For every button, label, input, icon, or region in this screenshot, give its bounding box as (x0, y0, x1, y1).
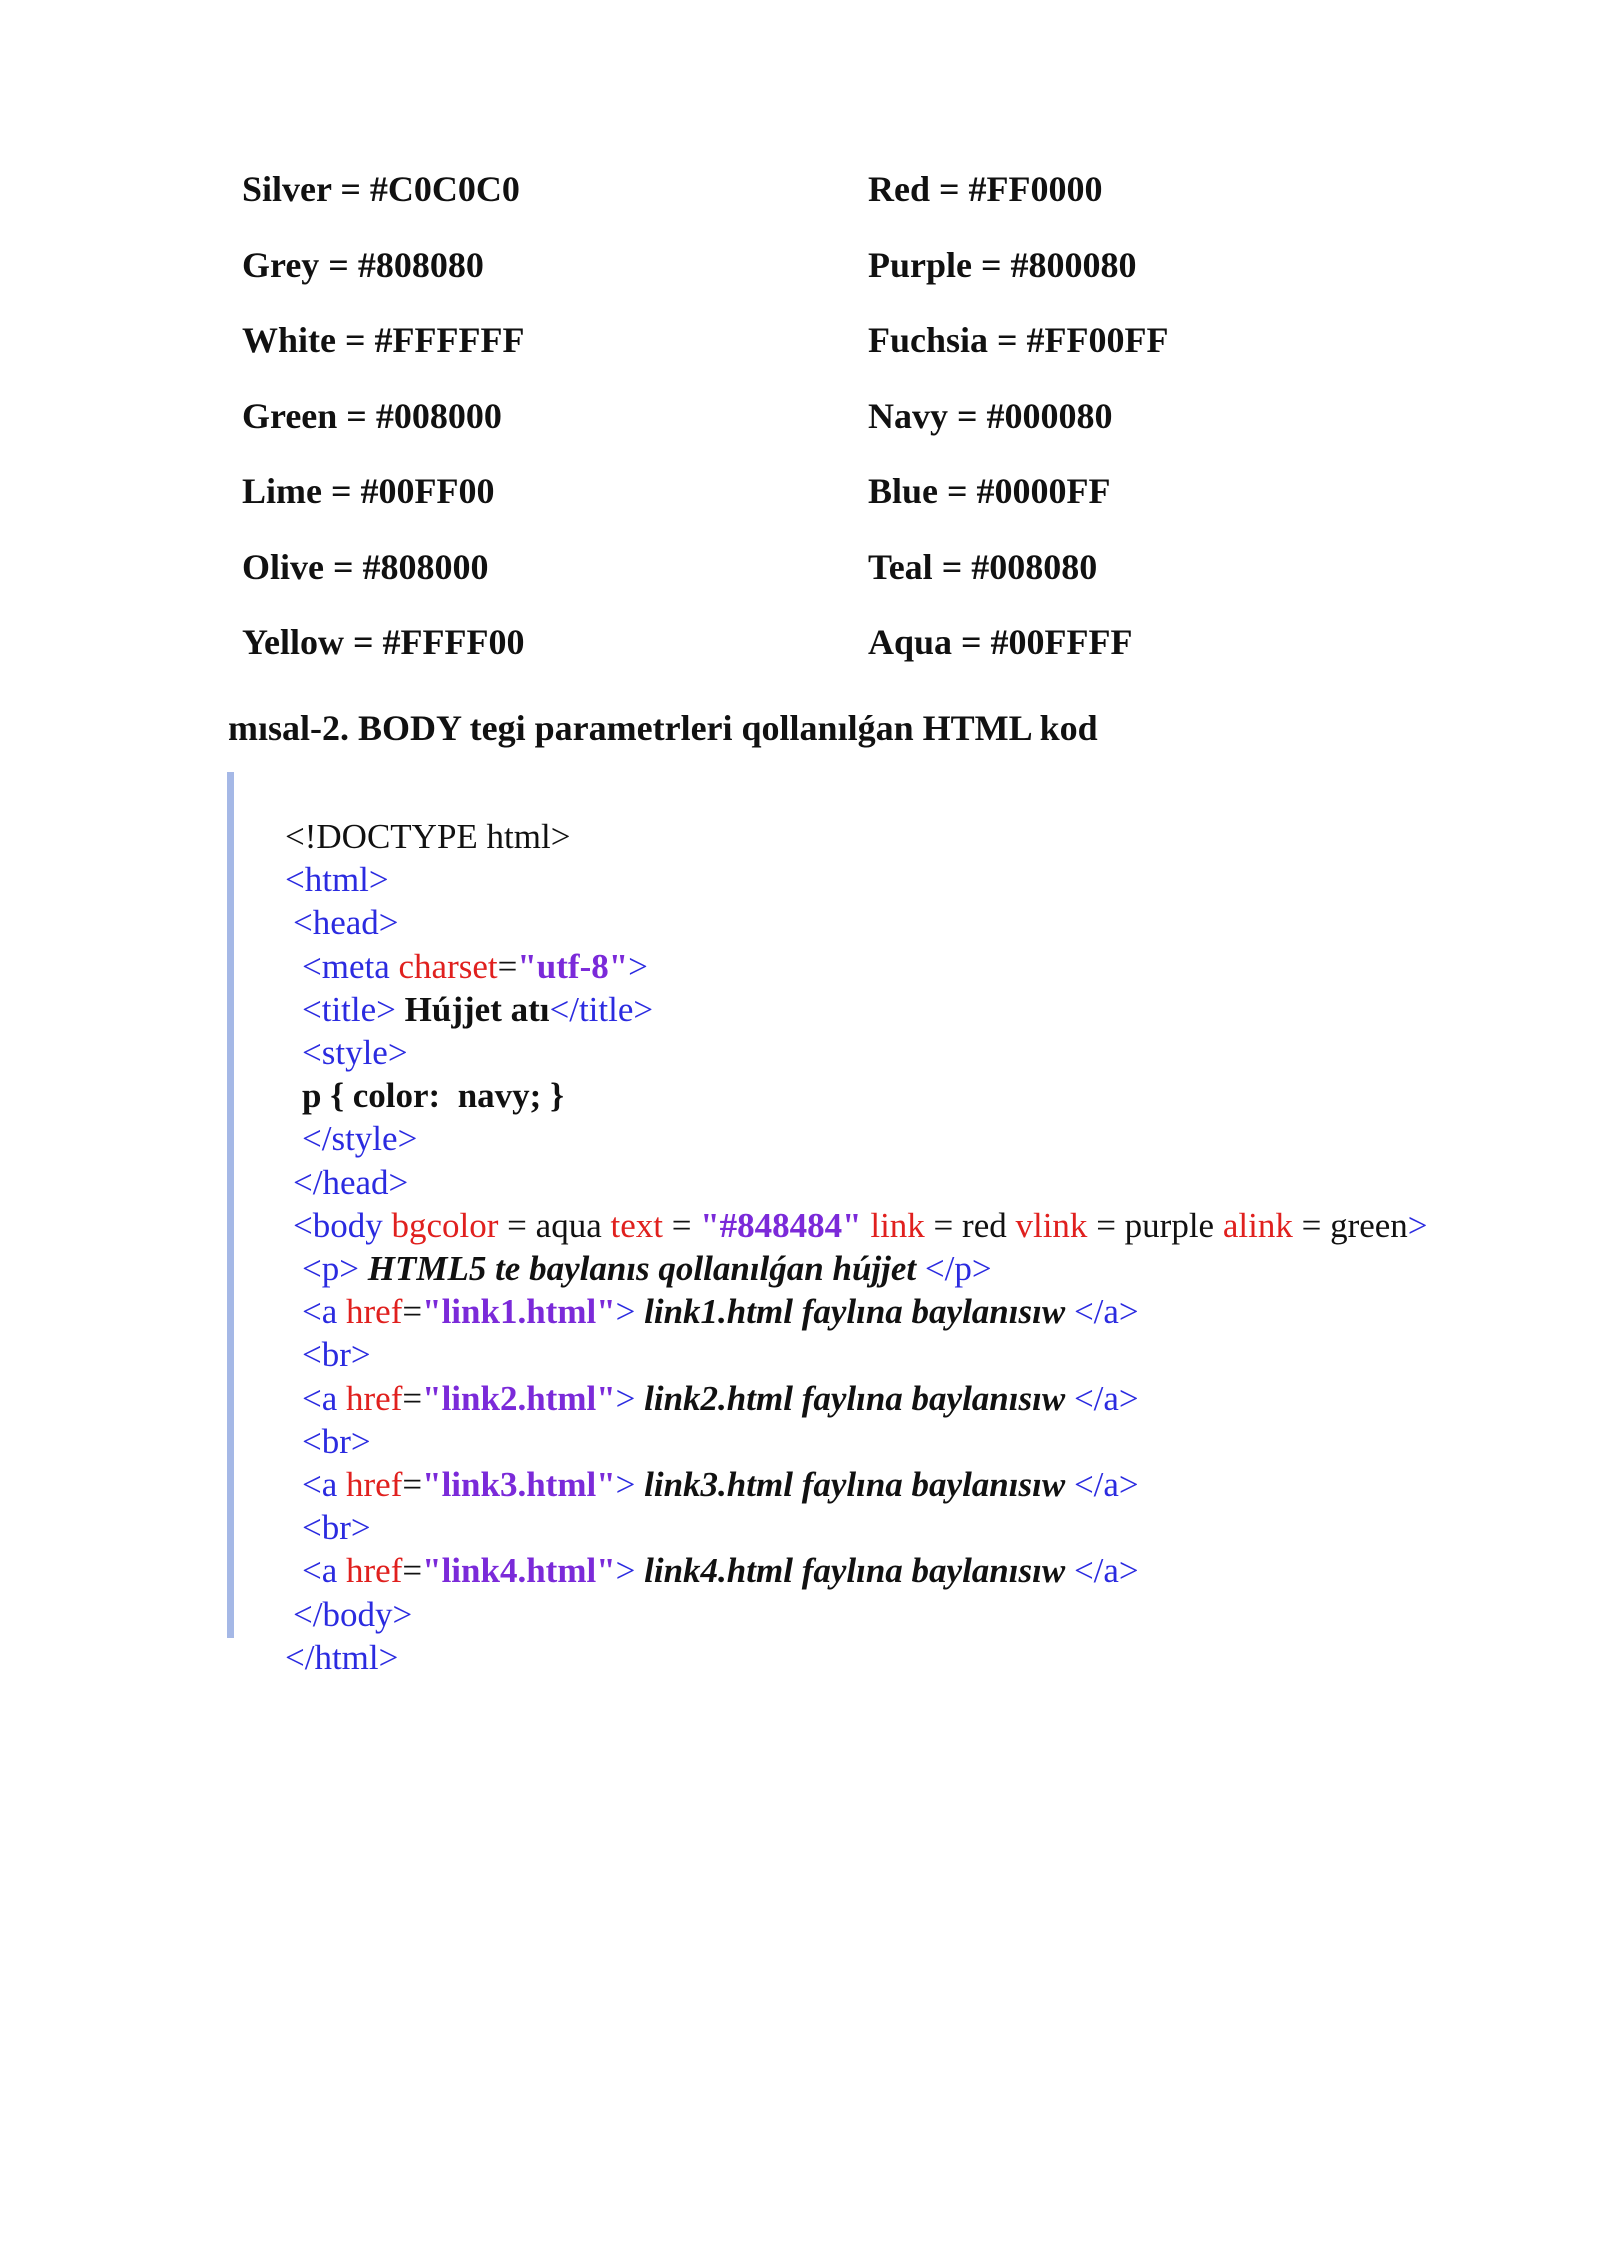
br-tag: <br> (302, 1508, 371, 1548)
color-entry: Aqua = #00FFFF (868, 622, 1133, 662)
color-entry: Red = #FF0000 (868, 169, 1103, 209)
a-close-tag: </a> (1073, 1465, 1139, 1504)
space (635, 1465, 644, 1504)
link-text: link1.html faylına baylanısıw (644, 1292, 1066, 1332)
href-value: "link3.html" (422, 1465, 616, 1504)
color-row (242, 394, 1342, 470)
equals: = (402, 1551, 423, 1591)
code-line (267, 1334, 1139, 1418)
tag-close: > (615, 1465, 636, 1504)
space (1065, 1465, 1074, 1504)
color-entry: Fuchsia = #FF00FF (868, 320, 1169, 360)
html-open-tag: <html> (285, 860, 389, 900)
color-entry: Navy = #000080 (868, 395, 1113, 436)
code-line (258, 858, 399, 943)
alink-value: = green (1292, 1205, 1408, 1245)
space (1065, 1379, 1074, 1418)
style-close-tag: </style> (302, 1119, 418, 1159)
style-open-tag: <style> (302, 1033, 408, 1072)
color-row (242, 620, 1342, 696)
charset-value: "utf-8" (517, 946, 629, 986)
vlink-value: = purple (1087, 1205, 1223, 1245)
charset-attr: charset (398, 946, 498, 986)
code-listing (227, 772, 1527, 1677)
href-attr: href (346, 1292, 403, 1332)
code-line (267, 988, 408, 1072)
href-attr: href (346, 1378, 403, 1418)
space (635, 1379, 644, 1418)
space (635, 1292, 644, 1331)
code-line (267, 1290, 371, 1375)
color-row (242, 469, 1342, 545)
color-row (242, 545, 1342, 621)
code-line (250, 772, 571, 856)
code-line (258, 1161, 1428, 1245)
code-line (267, 945, 654, 1029)
tag-close: > (615, 1292, 636, 1332)
color-row (242, 167, 1342, 243)
a-close-tag: </a> (1073, 1378, 1139, 1418)
code-line (267, 1031, 564, 1116)
color-entry: Grey = #808080 (242, 244, 484, 285)
br-tag: <br> (302, 1421, 371, 1461)
code-line (267, 1247, 1139, 1332)
code-line (250, 815, 389, 900)
color-entry: Yellow = #FFFF00 (242, 622, 525, 662)
href-attr: href (346, 1465, 403, 1504)
color-entry: Purple = #800080 (868, 244, 1137, 285)
a-open-tag: <a (302, 1378, 338, 1418)
href-value: "link1.html" (422, 1292, 616, 1332)
link-text: link4.html faylına baylanısıw (644, 1551, 1066, 1591)
vlink-attr: vlink (1015, 1205, 1088, 1245)
space (1065, 1292, 1074, 1331)
doctype: <!DOCTYPE html> (285, 817, 571, 856)
code-line (267, 902, 648, 986)
css-rule: p { color: navy; } (302, 1076, 564, 1116)
color-entry: Olive = #808000 (242, 546, 489, 587)
a-open-tag: <a (302, 1465, 338, 1504)
color-entry: Blue = #0000FF (868, 471, 1111, 511)
br-tag: <br> (302, 1335, 371, 1375)
color-entry: Silver = #C0C0C0 (242, 169, 520, 209)
p-open-tag: <p> (302, 1249, 359, 1288)
a-open-tag: <a (302, 1292, 338, 1332)
title-text: Hújjet atı (404, 989, 550, 1029)
space (635, 1551, 644, 1590)
body-close-tag: </body> (293, 1594, 413, 1634)
color-row (242, 318, 1342, 394)
bgcolor-attr: bgcolor (391, 1205, 499, 1245)
html-close-tag: </html> (285, 1637, 399, 1677)
code-line (258, 1550, 413, 1634)
tag-close: > (615, 1551, 636, 1591)
color-code-list (242, 167, 1342, 696)
code-line (250, 1593, 399, 1677)
title-close-tag: </title> (549, 989, 654, 1029)
link-text: link2.html faylına baylanısıw (644, 1378, 1066, 1418)
color-entry: Teal = #008080 (868, 546, 1098, 587)
link-value: = red (924, 1205, 1016, 1245)
paragraph-text: HTML5 te baylanıs qollanılǵan hújjet (367, 1249, 917, 1288)
equals: = (402, 1292, 423, 1332)
tag-close: > (615, 1378, 636, 1418)
text-attr: text (610, 1205, 663, 1245)
href-value: "link2.html" (422, 1378, 616, 1418)
a-close-tag: </a> (1073, 1292, 1139, 1332)
equals: = (402, 1378, 423, 1418)
equals: = (402, 1465, 423, 1504)
code-line (267, 1506, 1139, 1591)
body-open-tag: <body (293, 1205, 383, 1245)
equals: = (497, 946, 518, 986)
a-open-tag: <a (302, 1551, 338, 1591)
code-line (267, 1420, 1139, 1504)
space (1065, 1551, 1074, 1590)
head-open-tag: <head> (293, 903, 399, 943)
bgcolor-value: = aqua (498, 1205, 611, 1245)
text-value: "#848484" (700, 1205, 862, 1245)
title-open-tag: <title> (302, 989, 396, 1029)
code-line (258, 1118, 409, 1202)
color-entry: Lime = #00FF00 (242, 471, 495, 511)
example-title: mısal-2. BODY tegi parametrleri qollanılǵan HTML kod (228, 708, 1098, 748)
p-close-tag: </p> (924, 1249, 992, 1288)
href-value: "link4.html" (422, 1551, 616, 1591)
tag-close: > (628, 946, 648, 986)
equals: = (662, 1205, 701, 1245)
meta-tag: <meta (302, 946, 390, 986)
code-line (267, 1074, 418, 1159)
tag-close: > (1407, 1205, 1428, 1245)
code-line (267, 1204, 992, 1288)
link-attr: link (870, 1205, 925, 1245)
color-row (242, 243, 1342, 319)
head-close-tag: </head> (293, 1162, 409, 1202)
code-line (267, 1463, 371, 1548)
a-close-tag: </a> (1073, 1551, 1139, 1591)
link-text: link3.html faylına baylanısıw (644, 1465, 1066, 1504)
href-attr: href (346, 1551, 403, 1591)
alink-attr: alink (1222, 1205, 1293, 1245)
color-entry: White = #FFFFFF (242, 320, 525, 360)
color-entry: Green = #008000 (242, 395, 502, 436)
code-line (267, 1377, 371, 1461)
